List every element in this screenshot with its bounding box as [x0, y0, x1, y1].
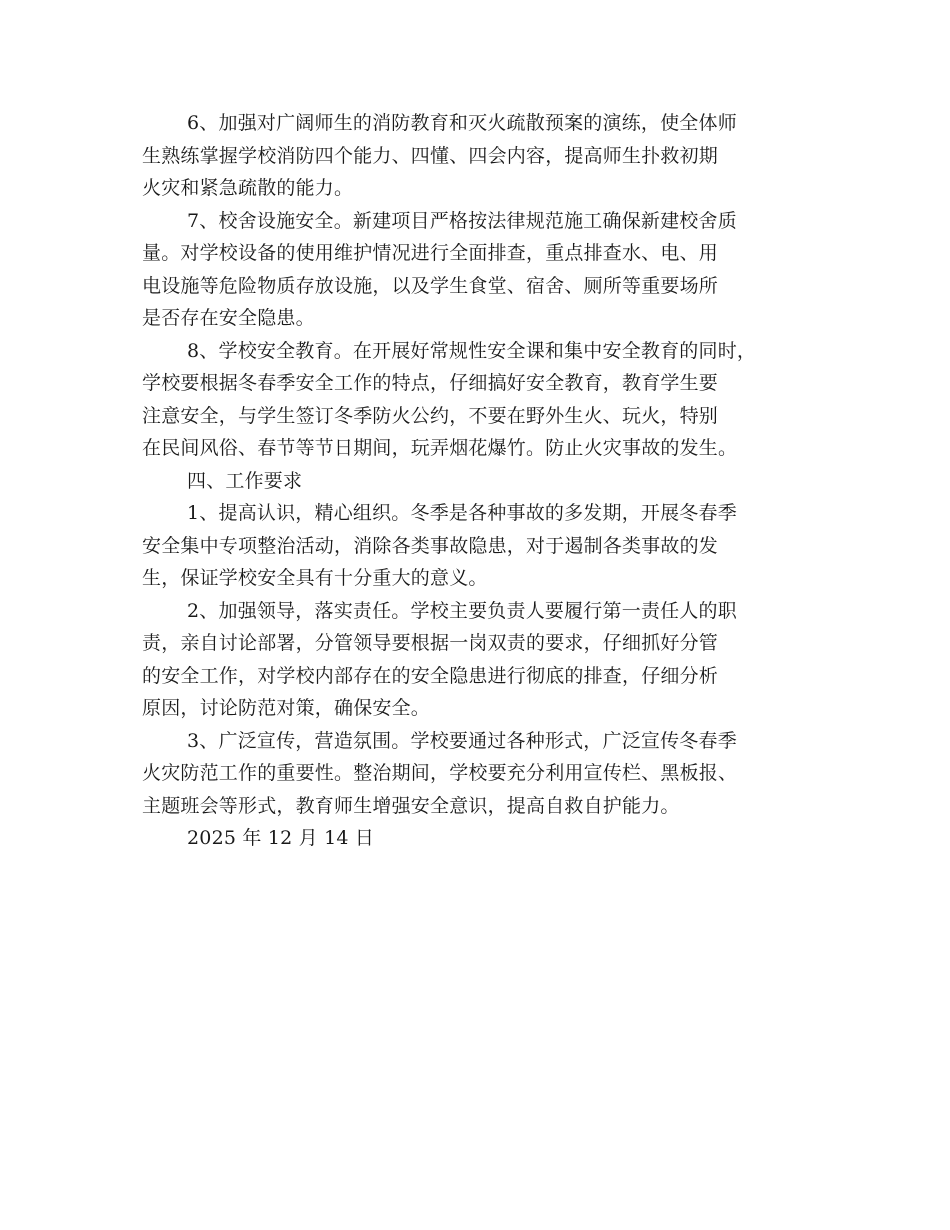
requirement-1-line-1: 1、提高认识，精心组织。冬季是各种事故的多发期，开展冬春季	[187, 502, 737, 524]
paragraph-7-line-1: 7、校舍设施安全。新建项目严格按法律规范施工确保新建校舍质	[187, 209, 737, 232]
paragraph-7-line-3: 电设施等危险物质存放设施，以及学生食堂、宿舍、厕所等重要场所	[142, 274, 719, 297]
requirement-1-line-2: 安全集中专项整治活动，消除各类事故隐患，对于遏制各类事故的发	[142, 534, 719, 557]
paragraph-8-line-3: 注意安全，与学生签订冬季防火公约，不要在野外生火、玩火，特别	[142, 404, 719, 427]
requirement-3-line-3: 主题班会等形式，教育师生增强安全意识，提高自救自护能力。	[142, 794, 680, 817]
requirement-3-line-2: 火灾防范工作的重要性。整治期间，学校要充分利用宣传栏、黑板报、	[142, 762, 738, 784]
paragraph-6-line-1: 6、加强对广阔师生的消防教育和灭火疏散预案的演练，使全体师	[187, 112, 737, 134]
paragraph-8-line-2: 学校要根据冬春季安全工作的特点，仔细搞好安全教育，教育学生要	[142, 372, 719, 394]
requirement-2-line-3: 的安全工作，对学校内部存在的安全隐患进行彻底的排查，仔细分析	[142, 664, 719, 687]
requirement-3-line-1: 3、广泛宣传，营造氛围。学校要通过各种形式，广泛宣传冬春季	[187, 729, 737, 752]
paragraph-6-line-2: 生熟练掌握学校消防四个能力、四懂、四会内容，提高师生扑救初期	[142, 144, 719, 167]
requirement-1-line-3: 生，保证学校安全具有十分重大的意义。	[142, 567, 488, 589]
document-date: 2025 年 12 月 14 日	[187, 827, 375, 849]
paragraph-7-line-4: 是否存在安全隐患。	[142, 307, 315, 329]
paragraph-6-line-3: 火灾和紧急疏散的能力。	[142, 177, 354, 199]
requirement-2-line-1: 2、加强领导，落实责任。学校主要负责人要履行第一责任人的职	[187, 599, 737, 622]
requirement-2-line-2: 责，亲自讨论部署，分管领导要根据一岗双责的要求，仔细抓好分管	[142, 632, 719, 654]
requirement-2-line-4: 原因，讨论防范对策，确保安全。	[142, 697, 431, 719]
paragraph-8-line-4: 在民间风俗、春节等节日期间，玩弄烟花爆竹。防止火灾事故的发生。	[142, 437, 738, 459]
section-heading-work-requirements: 四、工作要求	[187, 469, 303, 492]
paragraph-8-line-1: 8、学校安全教育。在开展好常规性安全课和集中安全教育的同时，	[187, 339, 757, 362]
paragraph-7-line-2: 量。对学校设备的使用维护情况进行全面排查，重点排查水、电、用	[142, 242, 719, 264]
document-body	[142, 107, 822, 855]
